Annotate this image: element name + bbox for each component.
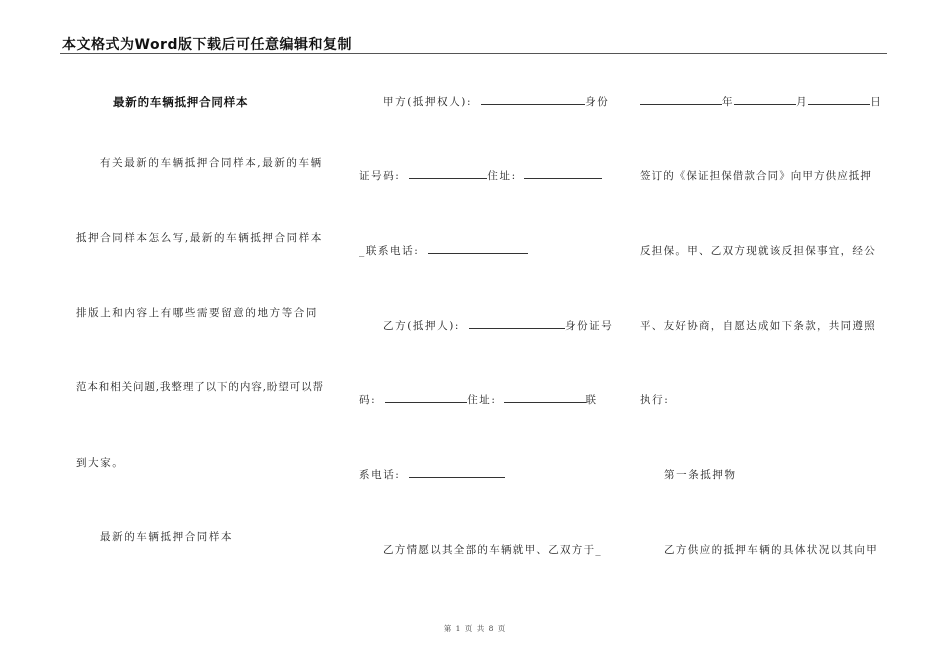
document-title: 最新的车辆抵押合同样本 (113, 95, 249, 109)
paragraph-line: 反担保。甲、乙双方现就该反担保事宜，经公 (640, 245, 876, 257)
id-label: 身份 (585, 96, 610, 108)
page-number: 第 1 页 共 8 页 (443, 624, 507, 633)
paragraph-line: 乙方情愿以其全部的车辆就甲、乙双方于_ (383, 544, 602, 556)
blank-field (409, 169, 487, 179)
paragraph-line: 签订的《保证担保借款合同》向甲方供应抵押 (640, 170, 872, 182)
party-a-phone-line (359, 243, 528, 258)
address-label: 住址: (487, 170, 517, 182)
paragraph-line: 执行: (640, 394, 670, 406)
party-b-label: 乙方(抵押人): (383, 320, 461, 332)
paragraph-line: 有关最新的车辆抵押合同样本,最新的车辆 (100, 157, 323, 169)
paragraph-line: 乙方供应的抵押车辆的具体状况以其向甲 (664, 544, 879, 556)
paragraph-line: 范本和相关问题,我整理了以下的内容,盼望可以帮 (76, 381, 324, 393)
paragraph-line: 排版上和内容上有哪些需要留意的地方等合同 (76, 307, 318, 319)
blank-field (428, 244, 528, 254)
paragraph-line: 到大家。 (76, 457, 125, 469)
blank-field (734, 95, 796, 105)
header-divider (60, 53, 887, 54)
id-number-label: 证号码: (359, 170, 401, 182)
blank-field (409, 468, 505, 478)
address-label: 住址: (467, 394, 497, 406)
party-b-address-line (359, 392, 598, 407)
id-label: 身份证号 (564, 320, 614, 332)
paragraph-line: 抵押合同样本怎么写,最新的车辆抵押合同样本 (76, 232, 323, 244)
date-line (640, 94, 882, 109)
blank-field (524, 169, 602, 179)
month-label: 月 (796, 96, 809, 108)
phone-label: _联系电话: (359, 245, 420, 257)
section-heading: 最新的车辆抵押合同样本 (100, 531, 234, 543)
blank-field (640, 95, 722, 105)
phone-label: 系电话: (359, 469, 401, 481)
party-a-label: 甲方(抵押权人): (383, 96, 473, 108)
year-label: 年 (722, 96, 735, 108)
document-header: 本文格式为Word版下载后可任意编辑和复制 (62, 37, 352, 53)
party-a-address-line (359, 168, 602, 183)
contact-label: 联 (585, 394, 598, 406)
blank-field (481, 95, 585, 105)
party-b-phone-line (359, 467, 505, 482)
blank-field (504, 393, 586, 403)
party-a-line (383, 94, 609, 109)
section-heading: 第一条抵押物 (664, 469, 737, 481)
blank-field (808, 95, 870, 105)
blank-field (385, 393, 467, 403)
blank-field (469, 319, 565, 329)
code-label: 码: (359, 394, 377, 406)
paragraph-line: 平、友好协商，自愿达成如下条款，共同遵照 (640, 320, 876, 332)
party-b-line (383, 318, 613, 333)
day-label: 日 (870, 96, 883, 108)
